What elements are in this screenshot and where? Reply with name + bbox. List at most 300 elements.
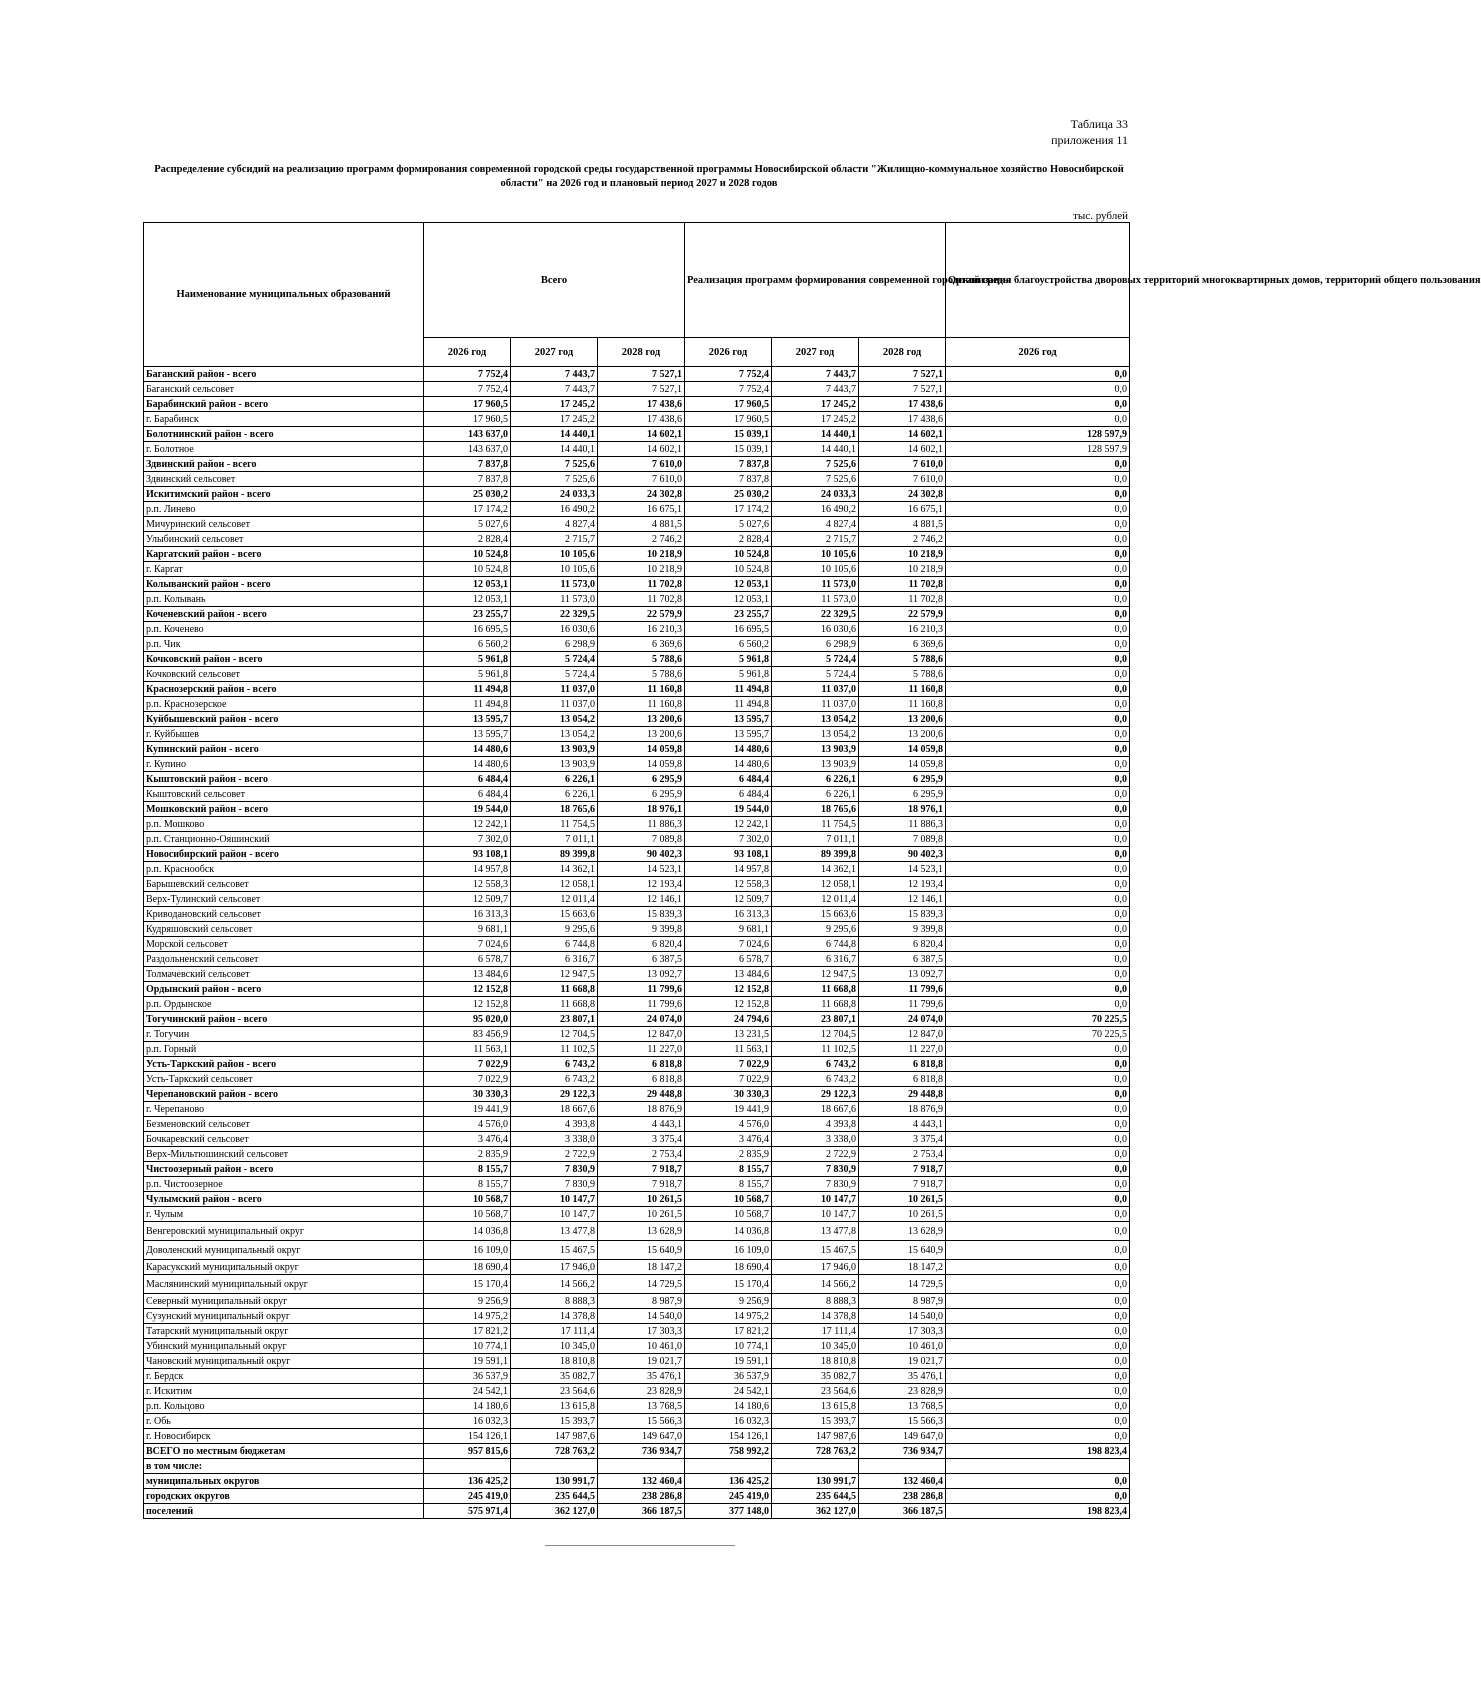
row-value-cell	[511, 1459, 598, 1474]
row-value-cell: 35 476,1	[598, 1369, 685, 1384]
table-row	[144, 892, 1130, 907]
row-value-cell: 0,0	[946, 397, 1130, 412]
row-value-cell: 7 610,0	[859, 457, 946, 472]
row-name-cell: в том числе:	[144, 1459, 424, 1474]
row-value-cell: 2 835,9	[424, 1147, 511, 1162]
row-value-cell: 10 261,5	[598, 1192, 685, 1207]
row-value-cell: 5 724,4	[511, 667, 598, 682]
row-value-cell: 12 847,0	[598, 1027, 685, 1042]
row-value-cell: 7 525,6	[772, 472, 859, 487]
row-value-cell: 0,0	[946, 742, 1130, 757]
row-value-cell: 14 059,8	[598, 757, 685, 772]
row-value-cell: 95 020,0	[424, 1012, 511, 1027]
row-name-cell: городских округов	[144, 1489, 424, 1504]
row-value-cell: 13 477,8	[511, 1222, 598, 1241]
row-value-cell: 238 286,8	[859, 1489, 946, 1504]
row-value-cell: 7 610,0	[859, 472, 946, 487]
row-name-cell: Венгеровский муниципальный округ	[144, 1222, 424, 1241]
row-value-cell: 0,0	[946, 967, 1130, 982]
row-value-cell: 23 564,6	[772, 1384, 859, 1399]
row-value-cell: 14 523,1	[598, 862, 685, 877]
row-name-cell: Новосибирский район - всего	[144, 847, 424, 862]
row-value-cell: 0,0	[946, 472, 1130, 487]
row-value-cell: 24 794,6	[685, 1012, 772, 1027]
row-value-cell: 2 753,4	[859, 1147, 946, 1162]
row-name-cell: Верх-Мильтюшинский сельсовет	[144, 1147, 424, 1162]
row-value-cell: 6 484,4	[685, 787, 772, 802]
row-value-cell: 14 362,1	[511, 862, 598, 877]
row-name-cell: Верх-Тулинский сельсовет	[144, 892, 424, 907]
row-value-cell: 3 476,4	[424, 1132, 511, 1147]
row-value-cell: 15 663,6	[772, 907, 859, 922]
table-row	[144, 532, 1130, 547]
row-value-cell: 13 054,2	[772, 727, 859, 742]
row-value-cell: 15 467,5	[511, 1241, 598, 1260]
row-value-cell: 143 637,0	[424, 442, 511, 457]
row-value-cell: 6 560,2	[685, 637, 772, 652]
row-value-cell: 7 443,7	[511, 367, 598, 382]
row-value-cell: 9 256,9	[685, 1294, 772, 1309]
row-value-cell: 13 768,5	[859, 1399, 946, 1414]
row-value-cell: 10 568,7	[685, 1207, 772, 1222]
row-name-cell: Болотнинский район - всего	[144, 427, 424, 442]
row-value-cell: 5 724,4	[772, 652, 859, 667]
row-value-cell: 7 918,7	[859, 1177, 946, 1192]
row-value-cell: 2 715,7	[772, 532, 859, 547]
row-name-cell: г. Бердск	[144, 1369, 424, 1384]
row-value-cell: 0,0	[946, 412, 1130, 427]
row-value-cell: 12 152,8	[424, 997, 511, 1012]
row-value-cell: 0,0	[946, 382, 1130, 397]
row-name-cell: Мичуринский сельсовет	[144, 517, 424, 532]
row-value-cell: 14 059,8	[598, 742, 685, 757]
row-value-cell: 0,0	[946, 1117, 1130, 1132]
row-value-cell: 15 566,3	[598, 1414, 685, 1429]
row-value-cell: 245 419,0	[424, 1489, 511, 1504]
row-value-cell: 17 960,5	[685, 412, 772, 427]
row-value-cell: 24 542,1	[424, 1384, 511, 1399]
row-value-cell: 4 827,4	[772, 517, 859, 532]
row-value-cell: 0,0	[946, 532, 1130, 547]
row-value-cell: 0,0	[946, 1354, 1130, 1369]
row-value-cell: 0,0	[946, 547, 1130, 562]
row-value-cell: 17 174,2	[424, 502, 511, 517]
row-value-cell: 7 830,9	[772, 1177, 859, 1192]
row-value-cell: 13 054,2	[511, 727, 598, 742]
row-value-cell: 15 640,9	[598, 1241, 685, 1260]
row-value-cell: 7 443,7	[511, 382, 598, 397]
row-name-cell: Мошковский район - всего	[144, 802, 424, 817]
row-value-cell: 12 053,1	[424, 577, 511, 592]
table-row	[144, 1324, 1130, 1339]
row-value-cell: 16 030,6	[511, 622, 598, 637]
row-value-cell: 154 126,1	[685, 1429, 772, 1444]
row-value-cell: 18 765,6	[511, 802, 598, 817]
row-name-cell: р.п. Краснообск	[144, 862, 424, 877]
row-name-cell: Здвинский район - всего	[144, 457, 424, 472]
row-value-cell: 12 947,5	[511, 967, 598, 982]
row-value-cell: 10 774,1	[685, 1339, 772, 1354]
row-name-cell: г. Барабинск	[144, 412, 424, 427]
row-value-cell: 147 987,6	[511, 1429, 598, 1444]
header-year: 2026 год	[946, 338, 1130, 367]
row-value-cell: 14 362,1	[772, 862, 859, 877]
row-value-cell: 0,0	[946, 457, 1130, 472]
row-value-cell: 11 494,8	[685, 697, 772, 712]
row-value-cell: 14 602,1	[598, 427, 685, 442]
row-name-cell: Маслянинский муниципальный округ	[144, 1275, 424, 1294]
row-value-cell: 0,0	[946, 1414, 1130, 1429]
row-value-cell: 19 591,1	[685, 1354, 772, 1369]
row-value-cell: 6 743,2	[511, 1057, 598, 1072]
row-value-cell: 5 788,6	[598, 652, 685, 667]
row-name-cell: г. Болотное	[144, 442, 424, 457]
row-value-cell: 15 393,7	[772, 1414, 859, 1429]
row-value-cell: 4 443,1	[859, 1117, 946, 1132]
table-row	[144, 1414, 1130, 1429]
row-value-cell: 5 961,8	[685, 667, 772, 682]
row-value-cell: 9 681,1	[424, 922, 511, 937]
row-value-cell: 136 425,2	[685, 1474, 772, 1489]
row-name-cell: г. Куйбышев	[144, 727, 424, 742]
row-name-cell: г. Чулым	[144, 1207, 424, 1222]
row-value-cell: 10 461,0	[859, 1339, 946, 1354]
row-value-cell: 14 602,1	[598, 442, 685, 457]
row-value-cell: 0,0	[946, 367, 1130, 382]
row-value-cell: 11 754,5	[511, 817, 598, 832]
row-value-cell: 13 628,9	[598, 1222, 685, 1241]
row-value-cell: 758 992,2	[685, 1444, 772, 1459]
row-value-cell: 18 810,8	[511, 1354, 598, 1369]
row-value-cell: 4 393,8	[772, 1117, 859, 1132]
row-value-cell: 11 160,8	[598, 697, 685, 712]
row-value-cell: 2 835,9	[685, 1147, 772, 1162]
row-value-cell: 13 595,7	[424, 712, 511, 727]
row-name-cell: Улыбинский сельсовет	[144, 532, 424, 547]
row-value-cell: 6 820,4	[859, 937, 946, 952]
row-value-cell: 154 126,1	[424, 1429, 511, 1444]
row-value-cell: 728 763,2	[772, 1444, 859, 1459]
row-value-cell: 0,0	[946, 592, 1130, 607]
document-title: Распределение субсидий на реализацию программ формирования современной городской среды государственной программы Новосибирской области "Жилищно-коммунальное хозяйство Новосибирской области" на 2026 год и плановый период 2027 и 2028 годов	[154, 164, 1124, 189]
table-row	[144, 967, 1130, 982]
row-value-cell: 7 918,7	[598, 1177, 685, 1192]
row-value-cell: 12 704,5	[772, 1027, 859, 1042]
row-name-cell: Северный муниципальный округ	[144, 1294, 424, 1309]
row-value-cell: 12 146,1	[859, 892, 946, 907]
table-row	[144, 547, 1130, 562]
row-value-cell: 198 823,4	[946, 1444, 1130, 1459]
row-value-cell: 18 810,8	[772, 1354, 859, 1369]
row-value-cell: 10 218,9	[859, 547, 946, 562]
row-value-cell: 366 187,5	[598, 1504, 685, 1519]
table-row	[144, 1087, 1130, 1102]
row-value-cell: 3 375,4	[598, 1132, 685, 1147]
table-row	[144, 802, 1130, 817]
table-row	[144, 1057, 1130, 1072]
row-value-cell: 0,0	[946, 562, 1130, 577]
table-row	[144, 757, 1130, 772]
row-value-cell: 7 011,1	[772, 832, 859, 847]
header-total: Всего	[424, 223, 685, 338]
row-value-cell: 11 668,8	[511, 982, 598, 997]
table-row	[144, 1241, 1130, 1260]
row-value-cell: 17 438,6	[859, 397, 946, 412]
row-name-cell: г. Тогучин	[144, 1027, 424, 1042]
table-row	[144, 877, 1130, 892]
row-value-cell: 13 200,6	[598, 727, 685, 742]
row-value-cell: 13 615,8	[511, 1399, 598, 1414]
row-value-cell: 17 111,4	[511, 1324, 598, 1339]
row-value-cell: 24 074,0	[598, 1012, 685, 1027]
table-row	[144, 682, 1130, 697]
row-value-cell: 17 960,5	[685, 397, 772, 412]
row-value-cell: 17 946,0	[772, 1260, 859, 1275]
row-value-cell: 9 399,8	[598, 922, 685, 937]
row-value-cell: 238 286,8	[598, 1489, 685, 1504]
row-value-cell: 10 147,7	[511, 1192, 598, 1207]
row-value-cell: 0,0	[946, 1222, 1130, 1241]
row-value-cell: 0,0	[946, 787, 1130, 802]
row-value-cell: 147 987,6	[772, 1429, 859, 1444]
table-row	[144, 997, 1130, 1012]
table-row	[144, 1429, 1130, 1444]
row-value-cell: 10 105,6	[772, 562, 859, 577]
row-value-cell: 0,0	[946, 1087, 1130, 1102]
row-value-cell: 15 039,1	[685, 442, 772, 457]
row-value-cell: 16 030,6	[772, 622, 859, 637]
row-value-cell: 14 957,8	[424, 862, 511, 877]
row-value-cell	[598, 1459, 685, 1474]
row-value-cell: 11 494,8	[424, 682, 511, 697]
row-value-cell: 12 558,3	[424, 877, 511, 892]
row-value-cell: 11 573,0	[772, 592, 859, 607]
row-value-cell: 14 036,8	[424, 1222, 511, 1241]
table-row	[144, 1504, 1130, 1519]
table-row	[144, 1260, 1130, 1275]
row-value-cell: 957 815,6	[424, 1444, 511, 1459]
row-value-cell: 7 302,0	[685, 832, 772, 847]
row-value-cell: 10 461,0	[598, 1339, 685, 1354]
table-row	[144, 982, 1130, 997]
row-value-cell: 7 443,7	[772, 382, 859, 397]
table-row	[144, 817, 1130, 832]
row-value-cell: 17 303,3	[598, 1324, 685, 1339]
row-value-cell: 10 147,7	[511, 1207, 598, 1222]
row-value-cell: 13 595,7	[685, 727, 772, 742]
row-value-cell: 14 975,2	[424, 1309, 511, 1324]
row-value-cell: 11 037,0	[772, 682, 859, 697]
row-value-cell: 7 089,8	[859, 832, 946, 847]
row-value-cell: 0,0	[946, 1294, 1130, 1309]
row-value-cell: 6 226,1	[511, 787, 598, 802]
row-value-cell: 0,0	[946, 817, 1130, 832]
row-name-cell: р.п. Чик	[144, 637, 424, 652]
row-value-cell: 5 961,8	[424, 667, 511, 682]
row-value-cell: 2 722,9	[511, 1147, 598, 1162]
row-value-cell: 16 313,3	[685, 907, 772, 922]
row-value-cell: 13 903,9	[511, 757, 598, 772]
row-value-cell: 7 527,1	[859, 382, 946, 397]
row-value-cell: 12 146,1	[598, 892, 685, 907]
row-value-cell: 36 537,9	[424, 1369, 511, 1384]
row-value-cell: 728 763,2	[511, 1444, 598, 1459]
table-row	[144, 622, 1130, 637]
row-value-cell: 17 438,6	[859, 412, 946, 427]
row-value-cell: 17 111,4	[772, 1324, 859, 1339]
table-row	[144, 1474, 1130, 1489]
row-value-cell: 10 218,9	[598, 562, 685, 577]
row-value-cell: 35 476,1	[859, 1369, 946, 1384]
row-value-cell: 12 193,4	[859, 877, 946, 892]
row-value-cell: 14 602,1	[859, 427, 946, 442]
row-value-cell: 7 302,0	[424, 832, 511, 847]
table-row	[144, 1489, 1130, 1504]
row-value-cell: 0,0	[946, 1399, 1130, 1414]
row-value-cell: 11 886,3	[859, 817, 946, 832]
row-value-cell: 15 663,6	[511, 907, 598, 922]
header-program: Реализация программ формирования современной городской среды	[685, 223, 946, 338]
table-row	[144, 1222, 1130, 1241]
row-value-cell: 11 102,5	[772, 1042, 859, 1057]
row-value-cell: 0,0	[946, 1324, 1130, 1339]
row-value-cell: 6 295,9	[859, 787, 946, 802]
row-value-cell: 35 082,7	[511, 1369, 598, 1384]
row-value-cell: 11 573,0	[511, 577, 598, 592]
row-value-cell: 12 053,1	[685, 577, 772, 592]
row-value-cell: 11 494,8	[424, 697, 511, 712]
table-row	[144, 742, 1130, 757]
table-row	[144, 1192, 1130, 1207]
row-value-cell: 0,0	[946, 1177, 1130, 1192]
row-value-cell: 7 610,0	[598, 457, 685, 472]
row-value-cell: 0,0	[946, 862, 1130, 877]
row-value-cell: 14 180,6	[685, 1399, 772, 1414]
row-name-cell: р.п. Ордынское	[144, 997, 424, 1012]
table-row	[144, 1444, 1130, 1459]
row-value-cell: 11 886,3	[598, 817, 685, 832]
row-value-cell: 10 261,5	[859, 1192, 946, 1207]
table-row	[144, 1147, 1130, 1162]
table-row	[144, 502, 1130, 517]
row-name-cell: Баганский район - всего	[144, 367, 424, 382]
row-value-cell: 366 187,5	[859, 1504, 946, 1519]
row-value-cell: 19 021,7	[598, 1354, 685, 1369]
row-value-cell: 198 823,4	[946, 1504, 1130, 1519]
row-value-cell: 13 595,7	[424, 727, 511, 742]
row-value-cell: 0,0	[946, 1072, 1130, 1087]
row-value-cell: 5 961,8	[685, 652, 772, 667]
row-value-cell: 0,0	[946, 922, 1130, 937]
row-name-cell: Черепановский район - всего	[144, 1087, 424, 1102]
row-value-cell: 7 024,6	[685, 937, 772, 952]
row-value-cell: 22 579,9	[859, 607, 946, 622]
row-value-cell: 16 313,3	[424, 907, 511, 922]
row-name-cell: р.п. Кольцово	[144, 1399, 424, 1414]
row-value-cell: 10 568,7	[424, 1192, 511, 1207]
table-row	[144, 952, 1130, 967]
row-value-cell: 9 681,1	[685, 922, 772, 937]
row-value-cell: 10 345,0	[511, 1339, 598, 1354]
row-value-cell: 0,0	[946, 1260, 1130, 1275]
row-value-cell: 15 467,5	[772, 1241, 859, 1260]
row-value-cell: 10 218,9	[859, 562, 946, 577]
table-row	[144, 907, 1130, 922]
row-value-cell: 0,0	[946, 937, 1130, 952]
row-value-cell: 6 744,8	[772, 937, 859, 952]
row-value-cell: 235 644,5	[772, 1489, 859, 1504]
row-value-cell: 13 054,2	[511, 712, 598, 727]
row-value-cell: 12 058,1	[511, 877, 598, 892]
row-value-cell: 2 722,9	[772, 1147, 859, 1162]
table-row	[144, 1207, 1130, 1222]
row-name-cell: р.п. Краснозерское	[144, 697, 424, 712]
units-label: тыс. рублей	[1073, 210, 1128, 222]
row-value-cell: 7 024,6	[424, 937, 511, 952]
row-value-cell: 12 242,1	[424, 817, 511, 832]
row-value-cell: 245 419,0	[685, 1489, 772, 1504]
row-value-cell: 18 667,6	[511, 1102, 598, 1117]
table-row	[144, 1072, 1130, 1087]
row-value-cell: 16 210,3	[598, 622, 685, 637]
row-value-cell: 30 330,3	[685, 1087, 772, 1102]
row-value-cell: 6 295,9	[859, 772, 946, 787]
row-name-cell: Каргатский район - всего	[144, 547, 424, 562]
row-name-cell: р.п. Линево	[144, 502, 424, 517]
row-value-cell: 11 573,0	[772, 577, 859, 592]
row-value-cell: 0,0	[946, 832, 1130, 847]
row-value-cell: 19 544,0	[685, 802, 772, 817]
row-value-cell: 22 329,5	[772, 607, 859, 622]
row-value-cell: 0,0	[946, 697, 1130, 712]
row-value-cell: 11 668,8	[511, 997, 598, 1012]
row-value-cell: 11 702,8	[598, 577, 685, 592]
row-value-cell: 13 595,7	[685, 712, 772, 727]
row-value-cell: 11 494,8	[685, 682, 772, 697]
row-value-cell: 14 036,8	[685, 1222, 772, 1241]
row-value-cell: 15 566,3	[859, 1414, 946, 1429]
row-value-cell: 6 560,2	[424, 637, 511, 652]
row-name-cell: Кыштовский сельсовет	[144, 787, 424, 802]
row-name-cell: р.п. Станционно-Ояшинский	[144, 832, 424, 847]
row-value-cell: 0,0	[946, 1275, 1130, 1294]
row-value-cell: 2 715,7	[511, 532, 598, 547]
row-value-cell: 128 597,9	[946, 427, 1130, 442]
row-value-cell: 7 011,1	[511, 832, 598, 847]
row-value-cell: 8 155,7	[424, 1162, 511, 1177]
row-value-cell: 11 160,8	[859, 682, 946, 697]
row-value-cell: 16 675,1	[598, 502, 685, 517]
row-value-cell: 23 255,7	[685, 607, 772, 622]
row-value-cell: 14 480,6	[685, 742, 772, 757]
row-value-cell: 362 127,0	[511, 1504, 598, 1519]
table-row	[144, 1354, 1130, 1369]
row-value-cell: 17 946,0	[511, 1260, 598, 1275]
row-value-cell: 6 295,9	[598, 787, 685, 802]
row-value-cell: 2 746,2	[598, 532, 685, 547]
row-value-cell: 7 022,9	[424, 1072, 511, 1087]
row-value-cell: 17 245,2	[511, 412, 598, 427]
row-value-cell: 6 818,8	[859, 1072, 946, 1087]
table-row	[144, 937, 1130, 952]
row-value-cell: 11 754,5	[772, 817, 859, 832]
row-value-cell: 12 704,5	[511, 1027, 598, 1042]
row-value-cell: 11 702,8	[598, 592, 685, 607]
row-name-cell: Купинский район - всего	[144, 742, 424, 757]
row-value-cell: 0,0	[946, 1489, 1130, 1504]
row-value-cell: 10 524,8	[424, 547, 511, 562]
row-value-cell: 7 837,8	[424, 457, 511, 472]
